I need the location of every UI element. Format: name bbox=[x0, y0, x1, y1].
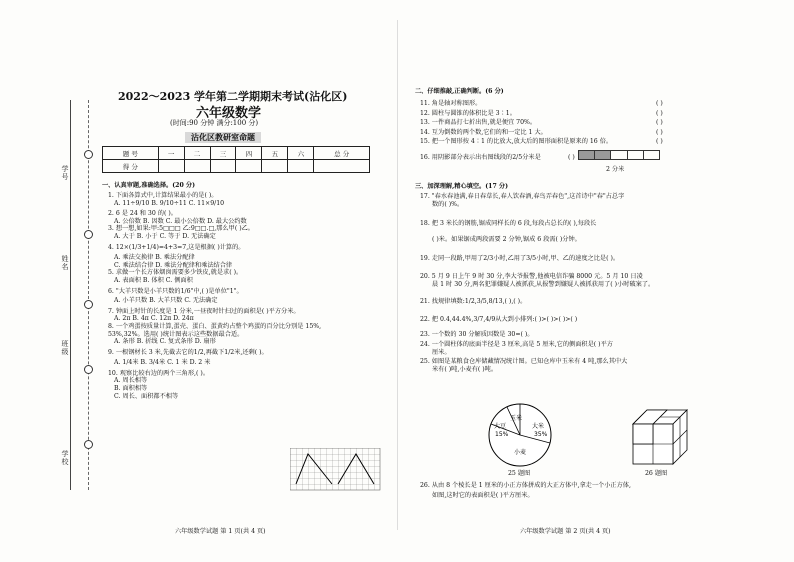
pie-label-wheat: 小麦 bbox=[514, 449, 527, 456]
left-questions bbox=[108, 192, 321, 400]
score-cell bbox=[314, 160, 370, 173]
question-line: 2. 6 是 24 和 30 的( )。 bbox=[108, 210, 177, 218]
fill-line: 19. 走同一段路,甲用了2/3小时,乙用了3/5小时,甲、乙的速度之比是( )。 bbox=[420, 255, 620, 263]
segment-cell bbox=[644, 151, 659, 159]
answer-paren: ( ) bbox=[656, 100, 663, 107]
section-3-heading: 三、加深理解,精心填空。(17 分) bbox=[415, 183, 509, 190]
score-header: 三 bbox=[210, 147, 236, 160]
question-line: 8. 一个鸡蛋按质量计算,蛋壳、蛋白、蛋黄约占整个鸡蛋的百分比分别是 15%, bbox=[108, 322, 322, 330]
fill-line: 22. 把 0.4,44.4%,3/7,4/9从大到小排列:( )>( )>( )>( ) bbox=[420, 315, 578, 323]
answer-paren: ( ) bbox=[656, 109, 663, 117]
question-line: 1. 下面各算式中,计算结果最小的是( )。 bbox=[108, 192, 218, 199]
score-header: 一 bbox=[158, 147, 184, 160]
fill-line: ( )米。如果锯成两段需要 2 分钟,锯成 6 段需( )分钟。 bbox=[432, 235, 581, 243]
binding-line bbox=[70, 100, 71, 490]
question-line: 7. 钟面上时针的长度是 1 分米,一昼夜时针扫过的面积是( )平方分米。 bbox=[108, 307, 300, 315]
pie-label-rice: 大米 bbox=[532, 423, 545, 430]
score-cell bbox=[184, 160, 210, 173]
option-line: C. 周长、面积都不相等 bbox=[114, 392, 179, 400]
question-line: 4. 12×(1/3+1/4)=4+3=7,这是根据( )计算的。 bbox=[108, 243, 245, 251]
section-2-heading: 二、仔细推敲,正确判断。(6 分) bbox=[415, 88, 504, 95]
exam-subject: 六年级数学 bbox=[196, 106, 262, 121]
binding-hole bbox=[84, 300, 93, 309]
score-cell bbox=[262, 160, 288, 173]
segment-cell bbox=[595, 151, 611, 159]
page-footer-1: 六年级数学试题 第 1 页(共 4 页) bbox=[175, 528, 266, 535]
fill-line: 24. 一个圆柱体的底面半径是 3 厘米,高是 5 厘米,它的侧面积是( )平方 bbox=[420, 340, 613, 348]
fill-line: 25. 如图是某粮食仓库储藏情况统计图。已知仓库中玉米有 4 吨,那么其中大 bbox=[420, 358, 628, 366]
judge-line bbox=[420, 119, 663, 127]
answer-paren: ( ) bbox=[656, 128, 663, 136]
judge-text: 16. 用阴影部分表示出右图线段的2/5分米是 bbox=[420, 153, 541, 161]
answer-paren: ( ) bbox=[656, 138, 663, 146]
option-line: A. 周长相等 bbox=[114, 377, 148, 385]
question-line: 6. "大羊只数是小羊只数的1/6"中,( )是单位"1"。 bbox=[108, 287, 243, 295]
pie-label-bean-pct: 15% bbox=[495, 431, 509, 438]
question-26-line-1: 26. 从由 8 个棱长是 1 厘米的小正方体拼成的大正方体中,拿走一个小正方体, bbox=[420, 482, 631, 489]
answer-paren: ( ) bbox=[656, 119, 663, 127]
fill-line: 21. 找规律填数:1/2,3/5,8/13,( ),( )。 bbox=[420, 298, 527, 306]
page-divider bbox=[397, 20, 398, 530]
option-line: A. 1/4米 B. 3/4米 C. 1 米 D. 2 米 bbox=[114, 359, 211, 367]
exam-author: 沾化区教研室命题 bbox=[185, 132, 261, 143]
question-line: 3. 想一想,如果:甲:5□□□ 乙:9□□.□,那么甲( )乙。 bbox=[108, 225, 254, 233]
answer-paren: ( ) bbox=[568, 153, 575, 161]
side-label-name: 姓名 bbox=[61, 255, 69, 271]
segment-cell bbox=[579, 151, 595, 159]
binding-hole bbox=[84, 365, 93, 374]
score-header: 题 号 bbox=[103, 147, 159, 160]
fill-line: 晨 1 时 30 分,两名犯罪嫌疑人被抓获,从报警到嫌疑人被抓获用了( )小时破案了。 bbox=[432, 280, 655, 288]
score-row-label: 得 分 bbox=[103, 160, 159, 173]
score-header: 五 bbox=[262, 147, 288, 160]
judge-text: 12. 圆柱与圆锥的体积比是 3∶1。 bbox=[420, 109, 516, 117]
option-line: C. 乘法结合律 D. 乘法分配律和乘法结合律 bbox=[114, 261, 233, 269]
score-cell bbox=[210, 160, 236, 173]
segment-cell bbox=[611, 151, 627, 159]
score-cell bbox=[288, 160, 314, 173]
segment-figure bbox=[578, 150, 660, 160]
option-line: A. 表面积 B. 体积 C. 侧面积 bbox=[114, 276, 193, 284]
binding-hole bbox=[84, 150, 93, 159]
judge-text: 14. 互为倒数的两个数,它们的和一定比 1 大。 bbox=[420, 128, 547, 136]
judge-line bbox=[420, 128, 663, 137]
fill-line: 厘米。 bbox=[432, 348, 451, 356]
question-26-line-2: 如图,这时它的表面积是( )平方厘米。 bbox=[432, 492, 534, 499]
question-line: 5. 求做一个长方体烟囱需要多少铁皮,就是求( )。 bbox=[108, 269, 243, 277]
option-line: A. 公倍数 B. 因数 C. 最小公倍数 D. 最大公约数 bbox=[114, 217, 247, 225]
judge-line bbox=[420, 100, 663, 108]
binding-hole bbox=[84, 440, 93, 449]
triangle-grid-figure bbox=[290, 448, 382, 494]
option-line: A. 乘法交换律 B. 乘法分配律 bbox=[114, 254, 195, 262]
segment-cell bbox=[628, 151, 644, 159]
option-line: A. 2π B. 4π C. 12π D. 24π bbox=[114, 315, 194, 323]
judge-line bbox=[420, 138, 663, 146]
pie-label-corn: 玉米 bbox=[510, 415, 523, 422]
score-header: 四 bbox=[236, 147, 262, 160]
fill-line: 18. 把 3 米长的钢筋,锯成同样长的 6 段,每段占总长的( ),每段长 bbox=[420, 220, 597, 228]
exam-time-info: (时间:90 分钟 满分:100 分) bbox=[170, 119, 259, 127]
question-line: 9. 一根钢材长 3 米,先截去它的1/2,再截下1/2米,还剩( )。 bbox=[108, 348, 268, 356]
judge-text: 11. 角是轴对称图形。 bbox=[420, 100, 482, 107]
segment-length-label: 2 分米 bbox=[606, 166, 625, 173]
question-line: 53%,32%。选用( )统计图表示这些数据最合适。 bbox=[108, 330, 244, 338]
option-line: A. 11÷9/10 B. 9/10÷11 C. 11×9/10 bbox=[114, 199, 225, 207]
figure-25-caption: 25 题图 bbox=[508, 470, 531, 477]
side-label-class: 班级 bbox=[61, 340, 69, 356]
page-footer-2: 六年级数学试题 第 2 页(共 4 页) bbox=[520, 528, 611, 535]
figure-26-caption: 26 题图 bbox=[645, 470, 668, 477]
score-header: 六 bbox=[288, 147, 314, 160]
side-label-student-id: 学号 bbox=[61, 165, 69, 181]
fill-line: 数的( )%。 bbox=[432, 200, 464, 208]
exam-title: 2022～2023 学年第二学期期末考试(沾化区) bbox=[118, 90, 348, 103]
option-line: A. 小羊只数 B. 大羊只数 C. 无法确定 bbox=[114, 297, 218, 305]
pie-label-bean: 大豆 bbox=[494, 423, 507, 430]
option-line: A. 大于 B. 小于 C. 等于 D. 无法确定 bbox=[114, 232, 216, 240]
side-label-school: 学校 bbox=[61, 450, 69, 466]
binding-hole bbox=[84, 230, 93, 239]
fill-line: 米有( )吨,小麦有( )吨。 bbox=[432, 365, 498, 373]
option-line: A. 条形 B. 折线 C. 复式条形 D. 扇形 bbox=[114, 338, 216, 346]
score-cell bbox=[236, 160, 262, 173]
fill-questions bbox=[420, 193, 654, 373]
score-header: 总 分 bbox=[314, 147, 370, 160]
option-line: B. 面积相等 bbox=[114, 385, 148, 393]
judge-text: 13. 一件商品打七折出售,就是便宜 70%。 bbox=[420, 119, 537, 127]
storage-pie-figure bbox=[470, 400, 570, 470]
score-header: 二 bbox=[184, 147, 210, 160]
cube-figure bbox=[625, 402, 697, 468]
question-line: 10. 观察比较右边的两个三角形,( )。 bbox=[108, 369, 210, 377]
fill-line: 23. 一个数的 30 分解质因数是 30=( )。 bbox=[420, 331, 534, 339]
score-table bbox=[102, 146, 370, 173]
score-cell bbox=[158, 160, 184, 173]
pie-label-rice-pct: 35% bbox=[534, 431, 548, 438]
judge-line bbox=[420, 109, 663, 118]
fill-line: 20. 5 月 9 日上午 9 时 30 分,李大爷报警,他被电信诈骗 8000 元。5 月 10 日凌 bbox=[420, 272, 643, 280]
fill-line: 17. "春水春池满,春日春草长,春人饮春酒,春鸟弄春色",这首诗中"春"占总字 bbox=[420, 193, 625, 200]
section-1-heading: 一、认真审题,准确选择。(20 分) bbox=[102, 182, 196, 189]
judge-text: 15. 把一个图形按 4∶1 的比放大,放大后的图形面积是原来的 16 倍。 bbox=[420, 138, 613, 146]
